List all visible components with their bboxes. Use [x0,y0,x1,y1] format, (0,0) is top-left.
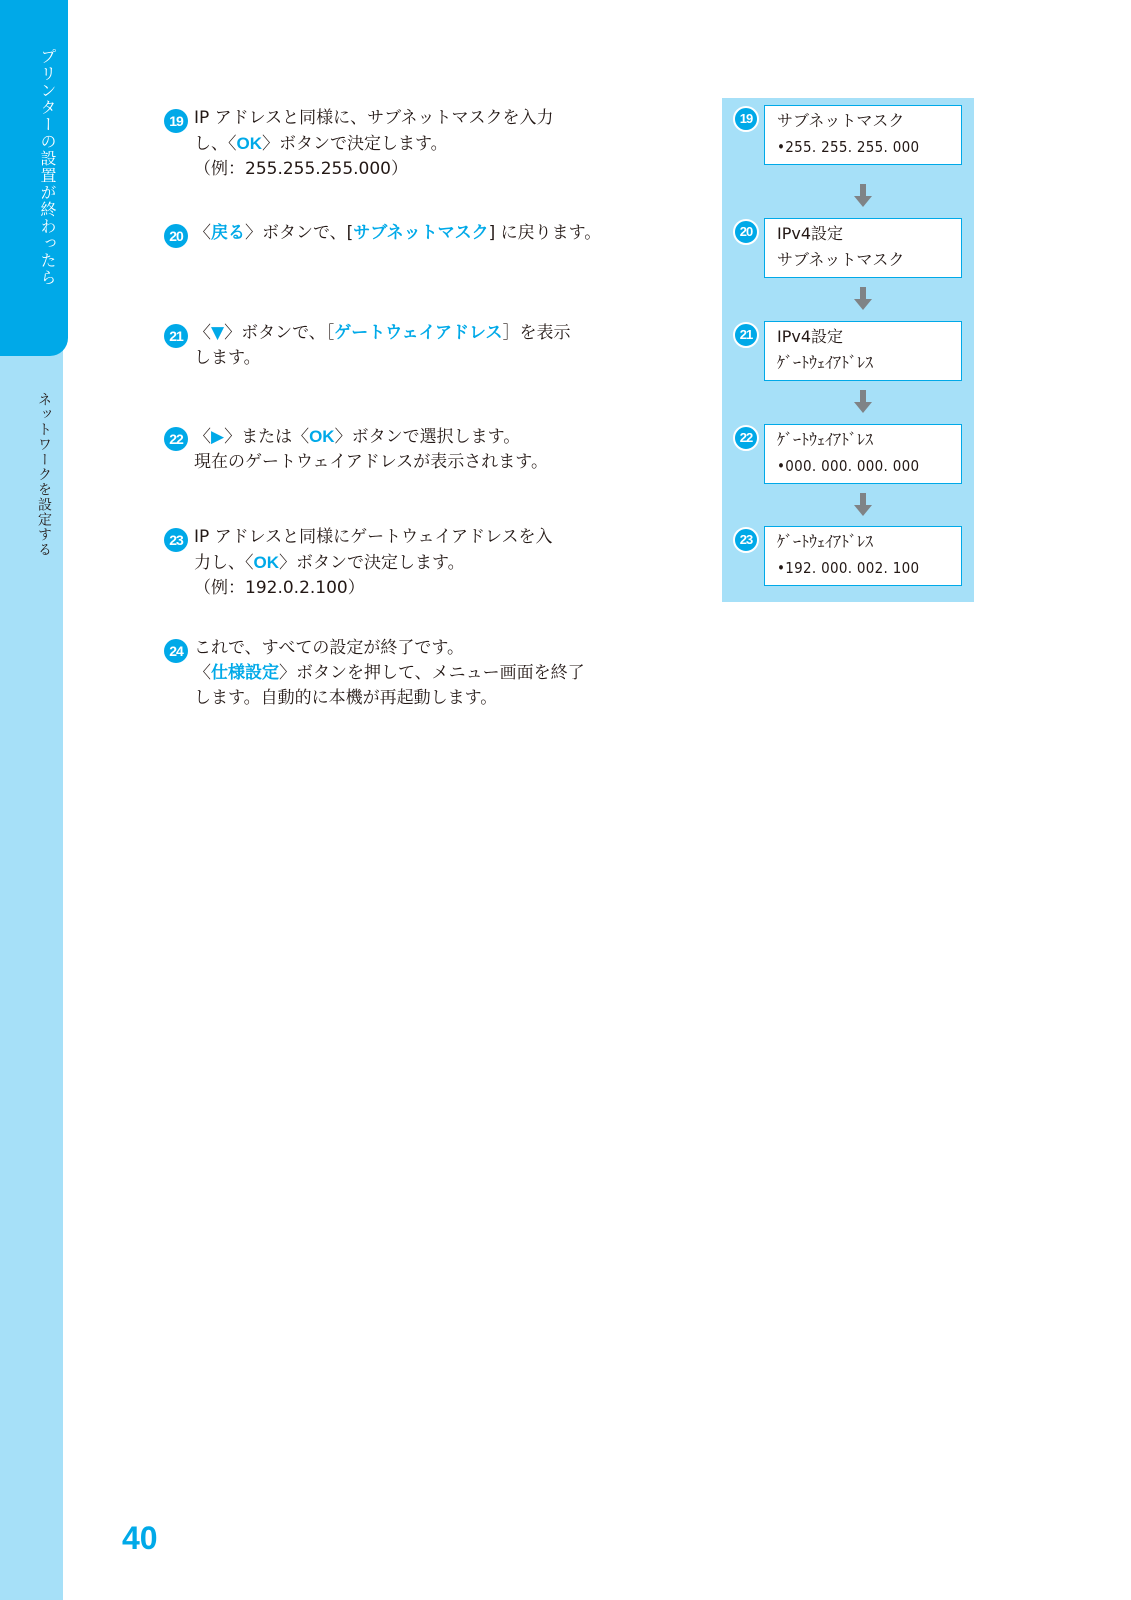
bracket: 〈 [194,663,211,683]
lcd-screen [764,321,962,381]
down-arrow-icon: ▼ [211,323,225,343]
lcd-screen [764,424,962,484]
step-number: 21 [164,324,188,348]
step-number: 24 [164,639,188,663]
page-number: 40 [122,1520,158,1556]
step-text: ] に戻ります。 [488,223,602,243]
step-text: IP アドレスと同様に、サブネットマスクを入力 [194,108,554,128]
lcd-value: •000. 000. 000. 000 [777,457,920,475]
step-text: 〉または〈 [224,427,310,447]
lcd-step-number: 21 [733,322,759,348]
step-number: 23 [164,528,188,552]
lcd-step-number: 19 [733,106,759,132]
step-text: します。 [194,348,261,368]
step-text: 〉ボタンで、［ [224,323,335,343]
example-text: （例：255.255.255.000） [194,159,409,179]
step-text: し、〈 [194,134,237,154]
lcd-step-number: 23 [733,527,759,553]
step-24 [166,636,626,711]
lcd-step-number: 22 [733,425,759,451]
lcd-line: サブネットマスク [777,111,905,130]
spec-button-ref: 仕様設定 [211,663,279,683]
ok-button-ref: OK [236,134,262,153]
step-text: 〉ボタンを押して、メニュー画面を終了 [279,663,585,683]
step-23 [166,525,626,601]
menu-item-ref: ゲートウェイアドレス [334,323,503,343]
lcd-line: ｹﾞｰﾄｳｪｲｱﾄﾞﾚｽ [777,532,874,551]
step-20 [166,221,626,246]
lcd-step-number: 20 [733,219,759,245]
menu-item-ref: サブネットマスク [353,223,489,243]
step-number: 20 [164,224,188,248]
step-text: 〉ボタンで、[ [245,223,354,243]
lcd-line: ｹﾞｰﾄｳｪｲｱﾄﾞﾚｽ [777,430,874,449]
step-text: 〉ボタンで決定します。 [279,553,465,573]
bracket: 〈 [194,427,211,447]
lcd-value: •192. 000. 002. 100 [777,559,920,577]
down-arrow-icon [850,183,876,209]
back-button-ref: 戻る [211,223,245,243]
example-text: （例：192.0.2.100） [194,578,365,598]
step-number: 22 [164,427,188,451]
step-22 [166,424,626,475]
step-19 [166,106,626,182]
step-number: 19 [164,109,188,133]
lcd-screen [764,218,962,278]
lcd-panel [722,98,974,602]
lcd-line: サブネットマスク [777,250,905,269]
down-arrow-icon [850,389,876,415]
step-text: 力し、〈 [194,553,254,573]
bracket: 〈 [194,223,211,243]
lcd-screen [764,526,962,586]
lcd-value: •255. 255. 255. 000 [777,138,920,156]
down-arrow-icon [850,286,876,312]
step-text: します。自動的に本機が再起動します。 [194,688,498,708]
lcd-line: ｹﾞｰﾄｳｪｲｱﾄﾞﾚｽ [777,353,874,372]
bracket: 〈 [194,323,211,343]
step-text: ］を表示 [502,323,571,343]
step-text: 現在のゲートウェイアドレスが表示されます。 [194,452,548,472]
section-label: ネットワークを設定する [36,392,52,557]
down-arrow-icon [850,492,876,518]
chapter-label: プリンターの設置が終わったら [38,48,57,286]
step-21 [166,321,626,371]
step-text: 〉ボタンで決定します。 [262,134,448,154]
lcd-line: IPv4設定 [777,224,844,243]
step-text: これで、すべての設定が終了です。 [194,638,464,658]
step-text: 〉ボタンで選択します。 [334,427,521,447]
step-text: IP アドレスと同様にゲートウェイアドレスを入 [194,527,553,547]
lcd-line: IPv4設定 [777,327,844,346]
lcd-screen [764,105,962,165]
right-arrow-icon: ▶ [211,427,225,447]
ok-button-ref: OK [253,553,279,572]
ok-button-ref: OK [309,427,335,446]
